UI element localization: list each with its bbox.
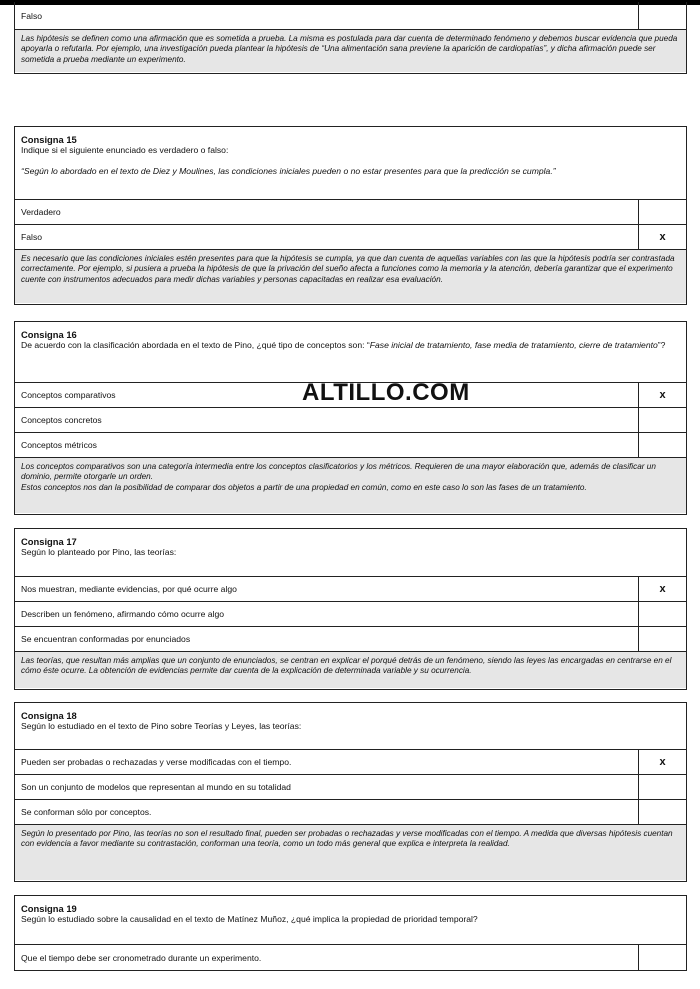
- answer-mark: [638, 775, 686, 799]
- option-label: Nos muestran, mediante evidencias, por qué ocurre algo: [21, 584, 237, 594]
- option-label: Que el tiempo debe ser cronometrado durante un experimento.: [21, 952, 262, 963]
- question-title: Consigna 18: [21, 710, 77, 721]
- option-row: [15, 225, 686, 250]
- answer-mark: x: [638, 750, 686, 774]
- watermark: ALTILLO.COM: [302, 379, 470, 406]
- explanation-box: [15, 652, 686, 688]
- answer-mark: x: [638, 383, 686, 407]
- answer-mark: [638, 602, 686, 626]
- option-label: Conceptos comparativos: [21, 390, 116, 400]
- question-title: Consigna 16: [21, 329, 77, 340]
- answer-mark: [638, 408, 686, 432]
- option-label: Se conforman sólo por conceptos.: [21, 807, 152, 817]
- answer-mark: x: [638, 577, 686, 601]
- explanation-box: [15, 250, 686, 303]
- prompt-text: De acuerdo con la clasificación abordada en el texto de Pino, ¿qué tipo de conceptos son: “: [21, 340, 370, 350]
- explanation-text: Las hipótesis se definen como una afirmación que es sometida a prueba. La misma es postulada para dar cuenta de determinado fenómeno y debemos buscar evidencia que pueda apoyarla o refutarla. Por ejemplo, una investigación pueda plantear la hipótesis de “Una alimentación sana previene la aparición de cardiopatías”, y dicha afirmación puede ser sometida a prueba mediante un experimento.: [21, 34, 678, 64]
- option-row: [15, 800, 686, 825]
- question-17-block: [14, 528, 687, 690]
- answer-mark: [638, 433, 686, 457]
- question-18-block: [14, 702, 687, 882]
- question-header: [15, 127, 686, 200]
- option-label: Verdadero: [21, 207, 61, 217]
- question-header: [15, 703, 686, 750]
- option-label: Pueden ser probadas o rechazadas y verse modificadas con el tiempo.: [21, 757, 292, 767]
- prompt-end: ”?: [657, 340, 666, 350]
- explanation-text: Los conceptos comparativos son una categoría intermedia entre los conceptos clasificatorios y los métricos. Requieren de una mayor elaboración que, además de clasificar un dominio, permite otorgarle un orden.: [21, 462, 656, 482]
- question-16-block: [14, 321, 687, 515]
- explanation-text-2: Estos conceptos nos dan la posibilidad de comparar dos objetos a partir de una propiedad en común, como en este caso lo son las fases de un tratamiento.: [21, 482, 587, 492]
- option-label: Conceptos métricos: [21, 440, 97, 450]
- answer-mark: [638, 800, 686, 824]
- option-label: Conceptos concretos: [21, 415, 102, 425]
- question-19-block: [14, 895, 687, 971]
- prev-question-block: [14, 2, 687, 74]
- option-row: [15, 433, 686, 458]
- question-header: [15, 322, 686, 383]
- question-prompt: Según lo estudiado sobre la causalidad en el texto de Matínez Muñoz, ¿qué implica la propiedad de prioridad temporal?: [21, 914, 478, 924]
- option-label: Falso: [21, 232, 43, 242]
- option-label: Falso: [21, 10, 43, 21]
- option-label: Se encuentran conformadas por enunciados: [21, 634, 191, 644]
- explanation-text: Las teorías, que resultan más amplias que un conjunto de enunciados, se centran en explicar el porqué detrás de un fenómeno, siendo las leyes las encargadas en centrarse en el cómo éste ocurre. La obtención de evidencias permite dar cuenta de la explicación de determinada variable y su ocurrencia.: [21, 656, 672, 676]
- prompt-emphasis: Fase inicial de tratamiento, fase media de tratamiento, cierre de tratamiento: [369, 340, 658, 350]
- explanation-box: [15, 825, 686, 880]
- option-row: [15, 627, 686, 652]
- option-row: [15, 408, 686, 433]
- option-row: [15, 750, 686, 775]
- answer-mark: [638, 2, 686, 29]
- question-prompt: Según lo estudiado en el texto de Pino sobre Teorías y Leyes, las teorías:: [21, 721, 302, 731]
- question-quote: “Según lo abordado en el texto de Diez y Moulines, las condiciones iniciales pueden o no estar presentes para que la predicción se cumpla.”: [21, 166, 556, 176]
- answer-mark: x: [638, 225, 686, 249]
- question-title: Consigna 15: [21, 134, 77, 145]
- answer-mark: [638, 627, 686, 651]
- option-row: [15, 2, 686, 30]
- option-row: [15, 945, 686, 970]
- question-header: [15, 896, 686, 945]
- question-prompt: Según lo planteado por Pino, las teorías:: [21, 547, 177, 557]
- question-title: Consigna 19: [21, 903, 77, 914]
- option-row: [15, 602, 686, 627]
- option-row: [15, 775, 686, 800]
- answer-mark: [638, 200, 686, 224]
- answer-mark: [638, 945, 686, 970]
- explanation-text: Es necesario que las condiciones iniciales estén presentes para que la hipótesis se cumpla, ya que dan cuenta de aquellas variables con las que la hipótesis podría ser contrastada correctamente. Por ejemplo, si pusiera a prueba la hipótesis de que la privación del sueño afecta a funciones como la memoria y la atención, debería garantizar que el experimento cuente con instrumentos adecuados para medir dichas variables y personas capacitadas en realizar esa evaluación.: [21, 254, 675, 284]
- option-label: Son un conjunto de modelos que representan al mundo en su totalidad: [21, 782, 291, 792]
- question-title: Consigna 17: [21, 536, 77, 547]
- question-header: [15, 529, 686, 577]
- question-15-block: [14, 126, 687, 305]
- explanation-box: [15, 458, 686, 513]
- option-label: Describen un fenómeno, afirmando cómo ocurre algo: [21, 609, 225, 619]
- option-row: [15, 200, 686, 225]
- option-row: [15, 577, 686, 602]
- question-prompt: Indique si el siguiente enunciado es verdadero o falso:: [21, 145, 229, 155]
- explanation-text: Según lo presentado por Pino, las teorías no son el resultado final, pueden ser probadas o rechazadas y verse modificadas con el tiempo. A medida que diversas hipótesis cuentan con evidencia a favor mediante su contrastación, conforman una teoría, como un todo más general que explica e interpreta la realidad.: [21, 829, 673, 849]
- explanation-box: [15, 30, 686, 72]
- question-prompt: [21, 340, 665, 350]
